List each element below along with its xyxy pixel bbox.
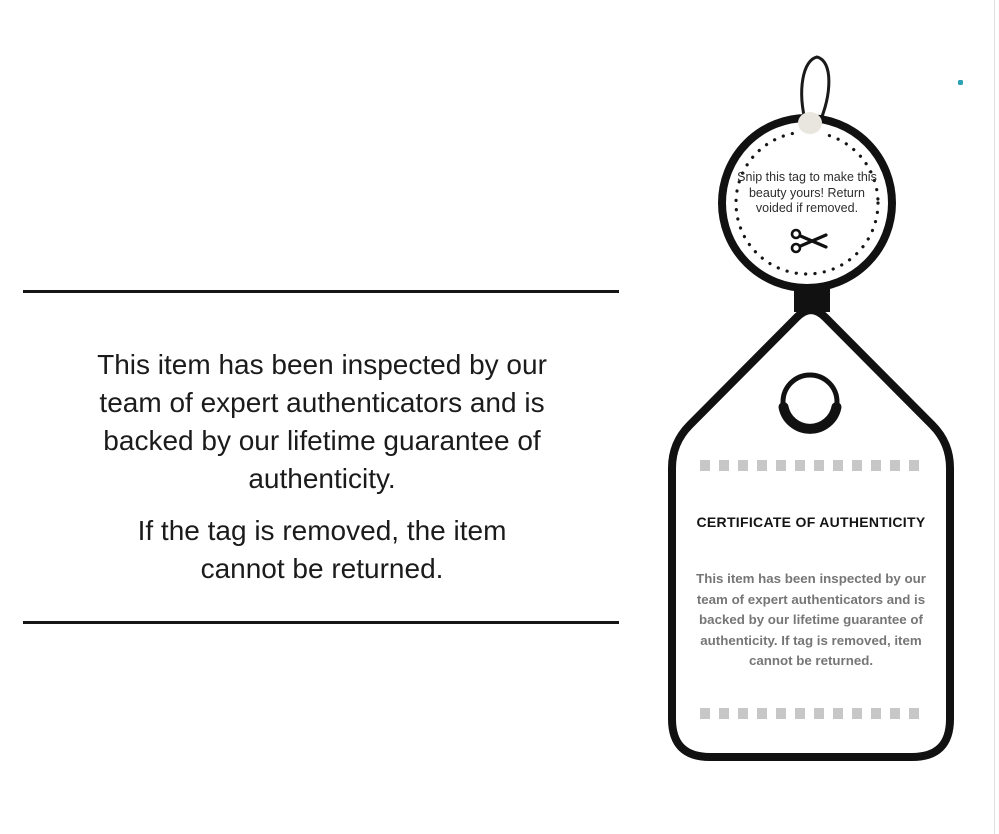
certificate-body-line: cannot be returned. (748, 653, 874, 669)
perforation-dashes-top (700, 460, 920, 471)
perforation-dashes-bottom (700, 708, 920, 719)
divider-bottom (23, 621, 619, 624)
certificate-body-line: backed by our lifetime guarantee of (699, 612, 923, 628)
snip-instructions-line: beauty yours! Return (748, 185, 866, 200)
authenticity-statement (82, 346, 562, 498)
statement-line: This item has been inspected by our (97, 349, 547, 380)
hang-tag-illustration (660, 50, 970, 770)
grommet (798, 112, 822, 134)
snip-instructions (717, 170, 897, 217)
return-policy-line: If the tag is removed, the item (137, 515, 507, 546)
certificate-body-line: team of expert authenticators and is (696, 591, 926, 607)
snip-instructions-line: Snip this tag to make this (737, 170, 877, 184)
statement-line: team of expert authenticators and is (99, 387, 545, 418)
divider-top (23, 290, 619, 293)
certificate-heading: CERTIFICATE OF AUTHENTICITY (696, 514, 926, 530)
return-policy-line: cannot be returned. (200, 553, 444, 584)
return-policy-statement (82, 512, 562, 588)
certificate-body-line: This item has been inspected by our (696, 571, 926, 586)
certificate-body-line: authenticity. If tag is removed, item (700, 632, 922, 648)
statement-line: authenticity. (248, 463, 396, 494)
page-edge-line (994, 0, 995, 834)
statement-line: backed by our lifetime guarantee of (103, 425, 541, 456)
snip-instructions-line: voided if removed. (755, 201, 859, 215)
certificate-body (686, 569, 936, 672)
